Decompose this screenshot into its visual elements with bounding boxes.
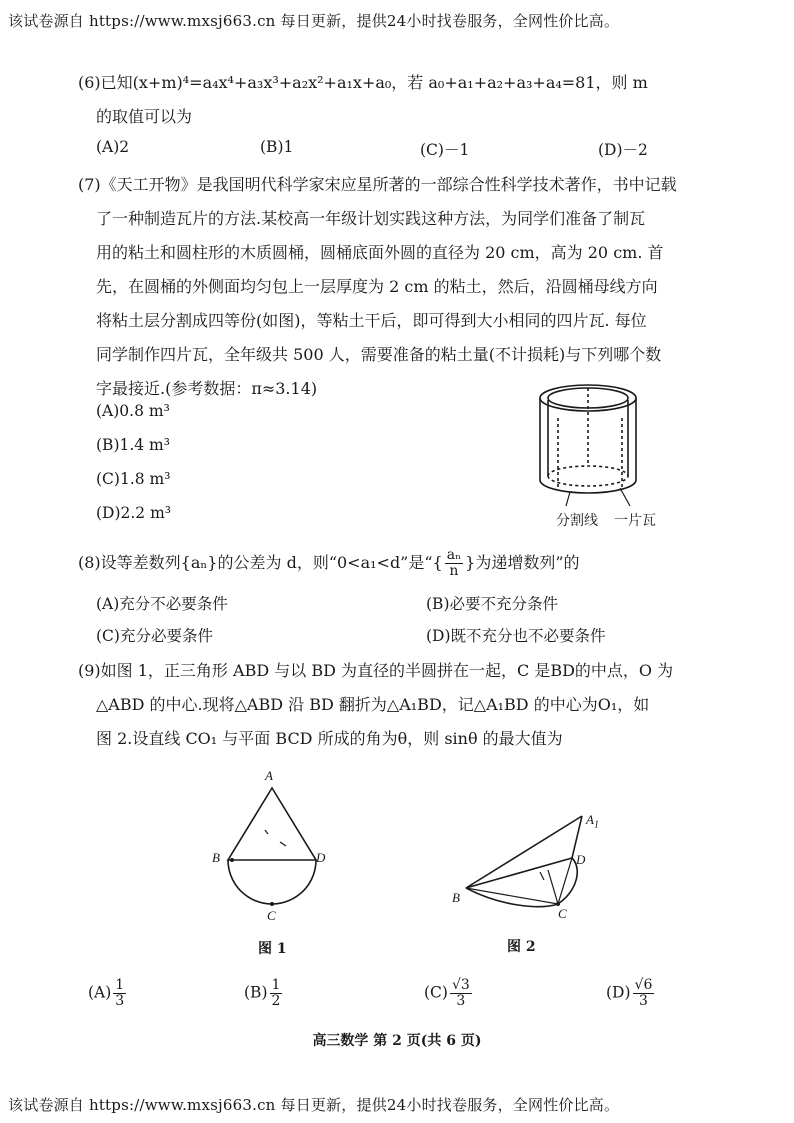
q7-stem-line5: 将粘土层分割成四等份(如图)，等粘土干后，即可得到大小相同的四片瓦. 每位 <box>96 311 647 330</box>
q6-option-c: (C)－1 <box>420 141 470 159</box>
q9-option-b-frac <box>270 978 283 1009</box>
q7-option-a: (A)0.8 m³ <box>96 402 170 420</box>
q9-option-d <box>606 978 656 1009</box>
q9-option-d-label: (D) <box>606 983 631 1002</box>
page-footer: 高三数学 第 2 页(共 6 页) <box>312 1033 482 1049</box>
q6-option-a: (A)2 <box>96 138 130 156</box>
fig1-label-c: C <box>267 908 276 923</box>
q7-option-c: (C)1.8 m³ <box>96 470 171 488</box>
q9-option-d-frac <box>633 978 655 1009</box>
q9-option-d-num: √6 <box>634 977 653 993</box>
q9-option-c-num: √3 <box>451 977 470 993</box>
q8-option-c: (C)充分必要条件 <box>96 627 213 645</box>
fig1-caption: 图 1 <box>258 941 287 957</box>
q9-option-a-num: 1 <box>115 977 125 993</box>
q9-option-a-label: (A) <box>88 983 112 1002</box>
split-line-label: 分割线 <box>556 513 598 529</box>
q9-option-a-frac <box>113 978 126 1009</box>
fig1-point-c <box>270 902 274 906</box>
figure-2 <box>460 810 590 910</box>
fig1-label-d: D <box>316 850 326 865</box>
q7-stem-line4: 先，在圆桶的外侧面均匀包上一层厚度为 2 cm 的粘土，然后，沿圆桶母线方向 <box>96 277 658 296</box>
q9-option-c <box>424 978 474 1009</box>
q8-stem-suffix: }为递增数列”的 <box>465 553 580 572</box>
q9-option-c-den: 3 <box>456 993 466 1009</box>
fig2-label-c: C <box>558 906 567 921</box>
fig2-label-a1-letter: A <box>586 812 594 827</box>
q6-stem-line2: 的取值可以为 <box>96 107 193 126</box>
q7-option-b: (B)1.4 m³ <box>96 436 170 454</box>
fig1-point-b <box>230 858 234 862</box>
fig1-label-b: B <box>212 850 220 865</box>
q8-option-d: (D)既不充分也不必要条件 <box>426 627 606 645</box>
q9-stem-line3: 图 2.设直线 CO₁ 与平面 BCD 所成的角为θ，则 sinθ 的最大值为 <box>96 729 563 748</box>
q8-stem-prefix: (8)设等差数列{aₙ}的公差为 d，则“0<a₁<d”是“{ <box>78 553 443 572</box>
fig1-label-a: A <box>265 768 273 783</box>
page-header: 该试卷源自 https://www.mxsj663.cn 每日更新，提供24小时找卷服务，全网性价比高。 <box>8 12 620 30</box>
q9-option-b-num: 1 <box>271 977 281 993</box>
q9-option-b <box>244 978 284 1009</box>
fig2-label-d: D <box>576 852 586 867</box>
q6-stem-line1: (6)已知(x+m)⁴=a₄x⁴+a₃x³+a₂x²+a₁x+a₀，若 a₀+a₁+a₂+a₃+a₄=81，则 m <box>78 73 648 92</box>
q8-frac-num: aₙ <box>446 547 462 563</box>
q9-stem-line2: △ABD 的中心.现将△ABD 沿 BD 翻折为△A₁BD，记△A₁BD 的中心为O₁，如 <box>96 695 650 714</box>
page-bottom-header: 该试卷源自 https://www.mxsj663.cn 每日更新，提供24小时找卷服务，全网性价比高。 <box>8 1096 620 1114</box>
q9-stem-line1: (9)如图 1，正三角形 ABD 与以 BD 为直径的半圆拼在一起，C 是BD的中点，O 为 <box>78 661 674 680</box>
q7-option-d: (D)2.2 m³ <box>96 504 172 522</box>
q9-option-b-den: 2 <box>271 993 281 1009</box>
q7-stem-line1: (7)《天工开物》是我国明代科学家宋应星所著的一部综合性科学技术著作，书中记载 <box>78 175 677 194</box>
q9-option-c-label: (C) <box>424 983 448 1002</box>
q9-option-a <box>88 978 128 1009</box>
fig2-label-a1 <box>586 812 599 831</box>
fig2-label-b: B <box>452 890 460 905</box>
q7-stem-line3: 用的粘土和圆柱形的木质圆桶，圆桶底面外圆的直径为 20 cm，高为 20 cm. 首 <box>96 243 664 262</box>
q7-stem-line6: 同学制作四片瓦，全年级共 500 人，需要准备的粘土量(不计损耗)与下列哪个数 <box>96 345 662 364</box>
q8-option-b: (B)必要不充分条件 <box>426 595 558 613</box>
q6-option-d: (D)－2 <box>598 141 648 159</box>
q9-option-d-den: 3 <box>638 993 648 1009</box>
q9-option-a-den: 3 <box>115 993 125 1009</box>
q8-fraction <box>445 548 463 579</box>
q9-option-c-frac <box>450 978 472 1009</box>
tile-label: 一片瓦 <box>614 513 656 529</box>
q8-stem <box>78 548 580 579</box>
fig2-label-a1-sub: 1 <box>593 819 599 831</box>
q9-option-b-label: (B) <box>244 983 268 1002</box>
fig2-caption: 图 2 <box>507 939 536 955</box>
q7-stem-line2: 了一种制造瓦片的方法.某校高一年级计划实践这种方法，为同学们准备了制瓦 <box>96 209 646 228</box>
q8-option-a: (A)充分不必要条件 <box>96 595 228 613</box>
cylinder-figure <box>530 380 650 510</box>
q8-frac-den: n <box>449 563 459 579</box>
q7-stem-line7: 字最接近.(参考数据：π≈3.14) <box>96 379 318 398</box>
q6-option-b: (B)1 <box>260 138 294 156</box>
